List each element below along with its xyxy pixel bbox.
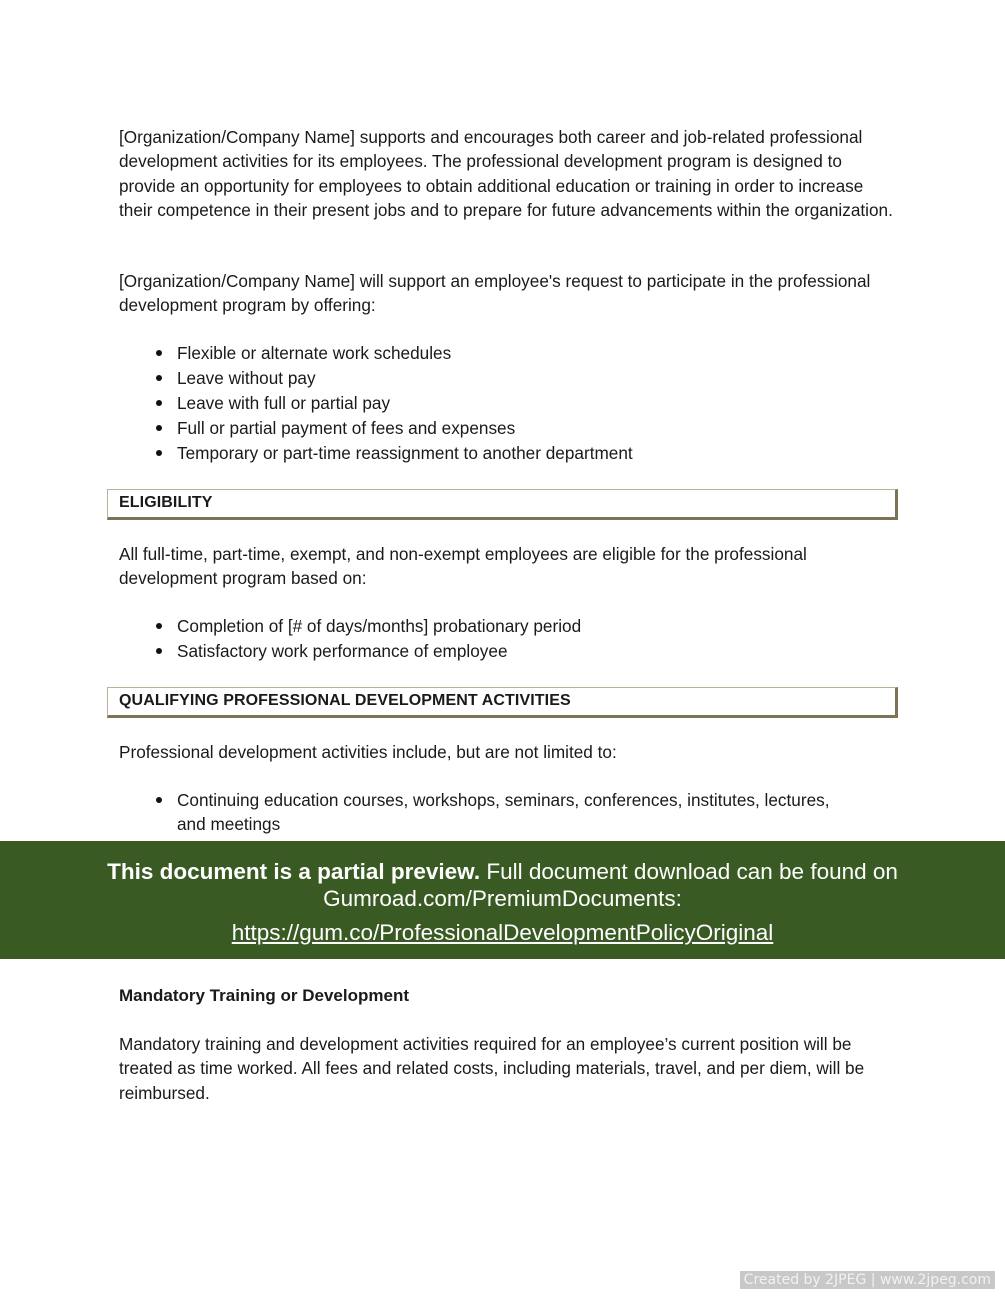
bullet-icon [156,623,162,629]
gumroad-download-link[interactable]: https://gum.co/ProfessionalDevelopmentPolicyOriginal [231,920,774,945]
qualifying-heading: QUALIFYING PROFESSIONAL DEVELOPMENT ACTIVITIES [119,692,571,709]
qualifying-heading-box [107,687,898,718]
bullet-icon [156,425,162,431]
watermark: Created by 2JPEG | www.2jpeg.com [740,1271,995,1289]
activities-list [119,788,859,836]
eligibility-criteria-list [119,614,879,664]
bullet-icon [156,400,162,406]
eligibility-heading: ELIGIBILITY [119,494,213,511]
bullet-icon [156,350,162,356]
list-item: Temporary or part-time reassignment to another department [119,441,879,466]
qualifying-paragraph: Professional development activities include, but are not limited to: [119,742,617,762]
eligibility-heading-box [107,489,898,520]
banner-bold-text: This document is a partial preview. [107,859,481,884]
banner-text: Full document download can be found on Gumroad.com/PremiumDocuments: [323,859,898,911]
preview-banner [0,841,1005,959]
list-item: Satisfactory work performance of employee [119,639,879,664]
list-item: Continuing education courses, workshops, seminars, conferences, institutes, lectures, and meetings [119,788,859,836]
list-item: Completion of [# of days/months] probationary period [119,614,879,639]
bullet-icon [156,648,162,654]
banner-message [0,858,1005,912]
mandatory-heading: Mandatory Training or Development [119,986,409,1005]
intro-paragraph: [Organization/Company Name] supports and encourages both career and job-related professional development activities for its employees. The professional development program is designed to provide an opportunity for employees to obtain additional education or training in order to increase their competence in their present jobs and to prepare for future advancements within the organization. [119,127,893,221]
list-item: Leave without pay [119,366,879,391]
eligibility-paragraph: All full-time, part-time, exempt, and non-exempt employees are eligible for the professional development program based on: [119,544,807,589]
list-item: Flexible or alternate work schedules [119,341,879,366]
bullet-icon [156,797,162,803]
offer-intro-paragraph: [Organization/Company Name] will support an employee's request to participate in the professional development program by offering: [119,271,871,316]
bullet-icon [156,450,162,456]
list-item: Leave with full or partial pay [119,391,879,416]
bullet-icon [156,375,162,381]
offerings-list [119,341,879,466]
mandatory-paragraph: Mandatory training and development activities required for an employee’s current position will be treated as time worked. All fees and related costs, including materials, travel, and per diem, will be reimbursed. [119,1034,865,1103]
list-item: Full or partial payment of fees and expenses [119,416,879,441]
